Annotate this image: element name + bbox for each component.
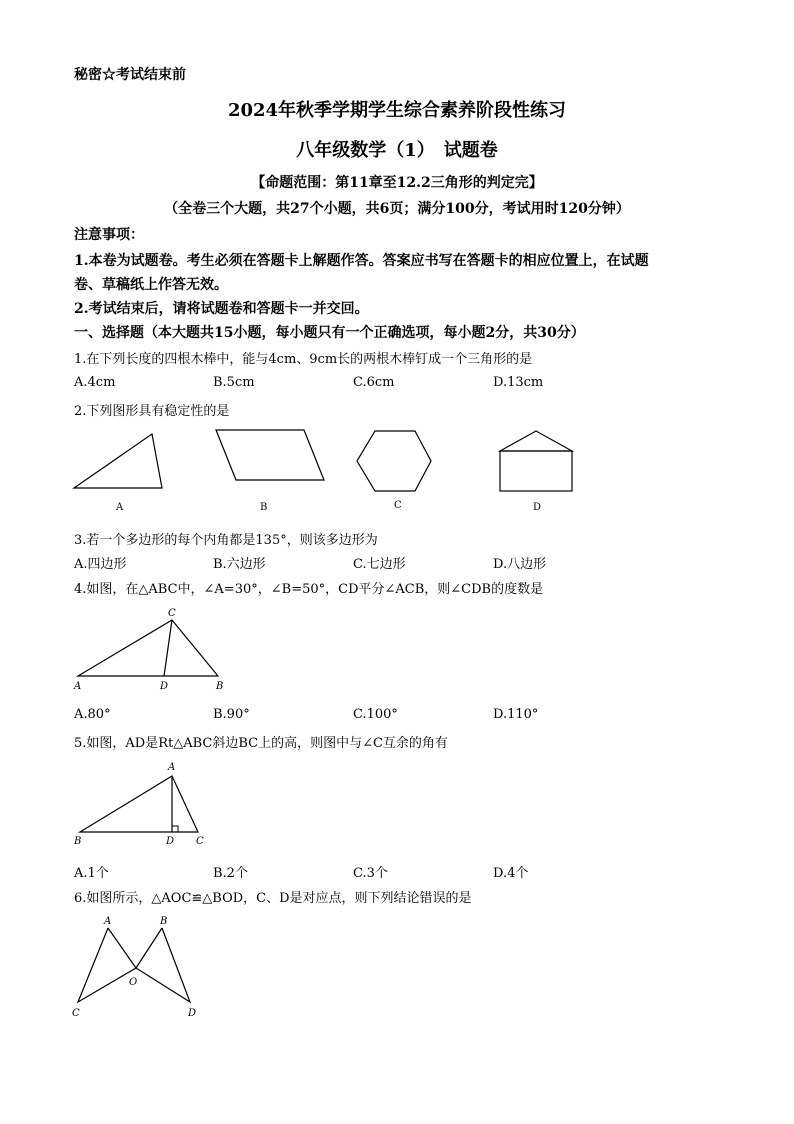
question-3-option-b: B.六边形: [213, 557, 266, 572]
parallelogram-figure-b: [216, 430, 324, 480]
triangle-aoc: [78, 928, 136, 1002]
label-b: B: [160, 916, 168, 927]
question-5-option-d: D.4个: [493, 866, 529, 881]
label-b: B: [74, 836, 82, 847]
right-triangle-abc: [80, 776, 198, 832]
question-4-option-d: D.110°: [493, 707, 539, 722]
question-4-figure: [70, 600, 240, 695]
label-a: A: [74, 681, 82, 692]
label-a: A: [168, 762, 176, 773]
notes-heading: 注意事项：: [74, 227, 144, 243]
confidential-label: 秘密☆考试结束前: [74, 67, 186, 83]
label-d: D: [166, 836, 175, 847]
exam-title: 2024年秋季学期学生综合素养阶段性练习: [227, 100, 567, 121]
label-c: C: [72, 1008, 80, 1019]
bisector-cd: [164, 620, 172, 676]
right-angle-mark: [172, 826, 178, 832]
question-2-text: 2.下列图形具有稳定性的是: [74, 404, 230, 419]
question-5-option-a: A.1个: [74, 866, 109, 881]
question-6-text: 6.如图所示，△AOC≌△BOD，C、D是对应点，则下列结论错误的是: [74, 891, 472, 906]
figure-label-c: C: [394, 500, 402, 511]
label-c: C: [196, 836, 204, 847]
label-c: C: [168, 608, 176, 619]
exam-scope-detail: （全卷三个大题，共27个小题，共6页；满分100分，考试用时120分钟）: [164, 201, 630, 217]
question-1-option-d: D.13cm: [493, 375, 544, 390]
label-a: A: [104, 916, 112, 927]
label-b: B: [216, 681, 224, 692]
roof-triangle-figure-d: [500, 431, 572, 451]
note-2: 2.考试结束后，请将试题卷和答题卡一并交回。: [74, 301, 369, 317]
section-1-heading: 一、选择题（本大题共15小题，每小题只有一个正确选项，每小题2分，共30分）: [74, 325, 585, 341]
label-d: D: [160, 681, 169, 692]
question-3-text: 3.若一个多边形的每个内角都是135°，则该多边形为: [74, 533, 378, 548]
question-5-figure: [70, 758, 220, 850]
question-5-option-c: C.3个: [353, 866, 388, 881]
label-o: O: [129, 977, 138, 988]
question-4-text: 4.如图，在△ABC中，∠A=30°，∠B=50°，CD平分∠ACB，则∠CDB的度数是: [74, 582, 544, 597]
question-5-text: 5.如图，AD是Rt△ABC斜边BC上的高，则图中与∠C互余的角有: [74, 736, 448, 751]
exam-subtitle: 八年级数学（1） 试题卷: [296, 140, 498, 161]
figure-label-b: B: [260, 502, 268, 513]
question-3-option-a: A.四边形: [74, 557, 127, 572]
hexagon-figure-c: [357, 431, 431, 491]
question-4-option-a: A.80°: [74, 707, 111, 722]
note-1-line-2: 卷、草稿纸上作答无效。: [74, 277, 228, 293]
question-6-figure: [66, 910, 216, 1028]
label-d: D: [188, 1008, 197, 1019]
question-1-text: 1.在下列长度的四根木棒中，能与4cm、9cm长的两根木棒钉成一个三角形的是: [74, 352, 533, 367]
note-1-line-1: 1.本卷为试题卷。考生必须在答题卡上解题作答。答案应书写在答题卡的相应位置上，在试题: [74, 253, 649, 269]
question-5-option-b: B.2个: [213, 866, 248, 881]
triangle-bod: [136, 928, 190, 1002]
question-1-option-c: C.6cm: [353, 375, 395, 390]
figure-label-a: A: [116, 502, 124, 513]
house-rectangle-figure-d: [500, 451, 572, 491]
question-1-option-a: A.4cm: [74, 375, 116, 390]
triangle-figure-a: [74, 434, 162, 488]
exam-scope: 【命题范围：第11章至12.2三角形的判定完】: [251, 175, 543, 191]
triangle-abc: [78, 620, 218, 676]
question-4-option-b: B.90°: [213, 707, 250, 722]
question-3-option-c: C.七边形: [353, 557, 406, 572]
question-3-option-d: D.八边形: [493, 557, 547, 572]
question-2-figures: [60, 420, 600, 520]
question-4-option-c: C.100°: [353, 707, 398, 722]
question-1-option-b: B.5cm: [213, 375, 255, 390]
figure-label-d: D: [533, 502, 542, 513]
